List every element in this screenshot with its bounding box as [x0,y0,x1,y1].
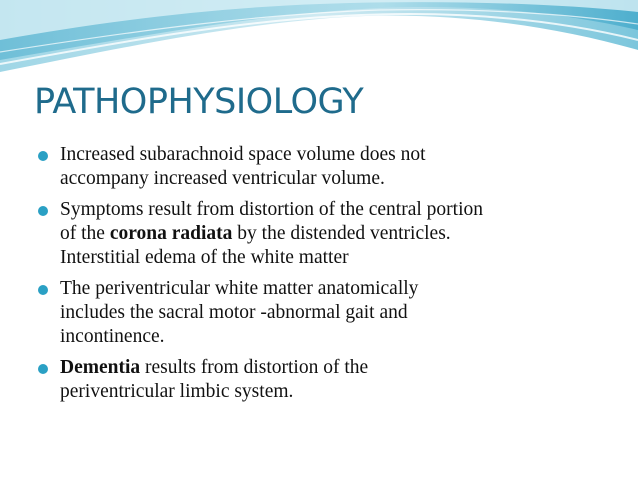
bullet-dot-icon [38,151,48,161]
bullet-line: Interstitial edema of the white matter [60,247,349,268]
bold-term-corona-radiata: corona radiata [109,223,233,244]
top-wave-decoration [0,0,638,80]
bullet-text-run: of the [60,223,110,244]
bullet-text [60,277,623,349]
bullet-item [38,356,623,404]
bullet-line: includes the sacral motor -abnormal gait and [60,302,408,323]
bullet-dot-icon [38,285,48,295]
bullet-dot-icon [38,364,48,374]
bullet-item [38,143,623,191]
bullet-list [38,143,623,411]
bullet-item [38,277,623,349]
slide-title: PATHOPHYSIOLOGY [34,82,364,122]
bullet-text-run: by the distended ventricles. [232,223,451,244]
bold-term-dementia: Dementia [60,357,141,378]
bullet-line: The periventricular white matter anatomically [60,278,419,299]
bullet-text [60,356,623,404]
bullet-line: periventricular limbic system. [60,381,294,402]
bullet-text [60,198,623,270]
bullet-line: incontinence. [60,326,165,347]
bullet-dot-icon [38,206,48,216]
bullet-line: Symptoms result from distortion of the central portion [60,199,483,220]
bullet-line: accompany increased ventricular volume. [60,168,385,189]
bullet-text-run: results from distortion of the [140,357,369,378]
bullet-line [60,356,623,380]
bullet-line [60,222,623,246]
bullet-text [60,143,623,191]
bullet-line: Increased subarachnoid space volume does not [60,144,426,165]
bullet-item [38,198,623,270]
